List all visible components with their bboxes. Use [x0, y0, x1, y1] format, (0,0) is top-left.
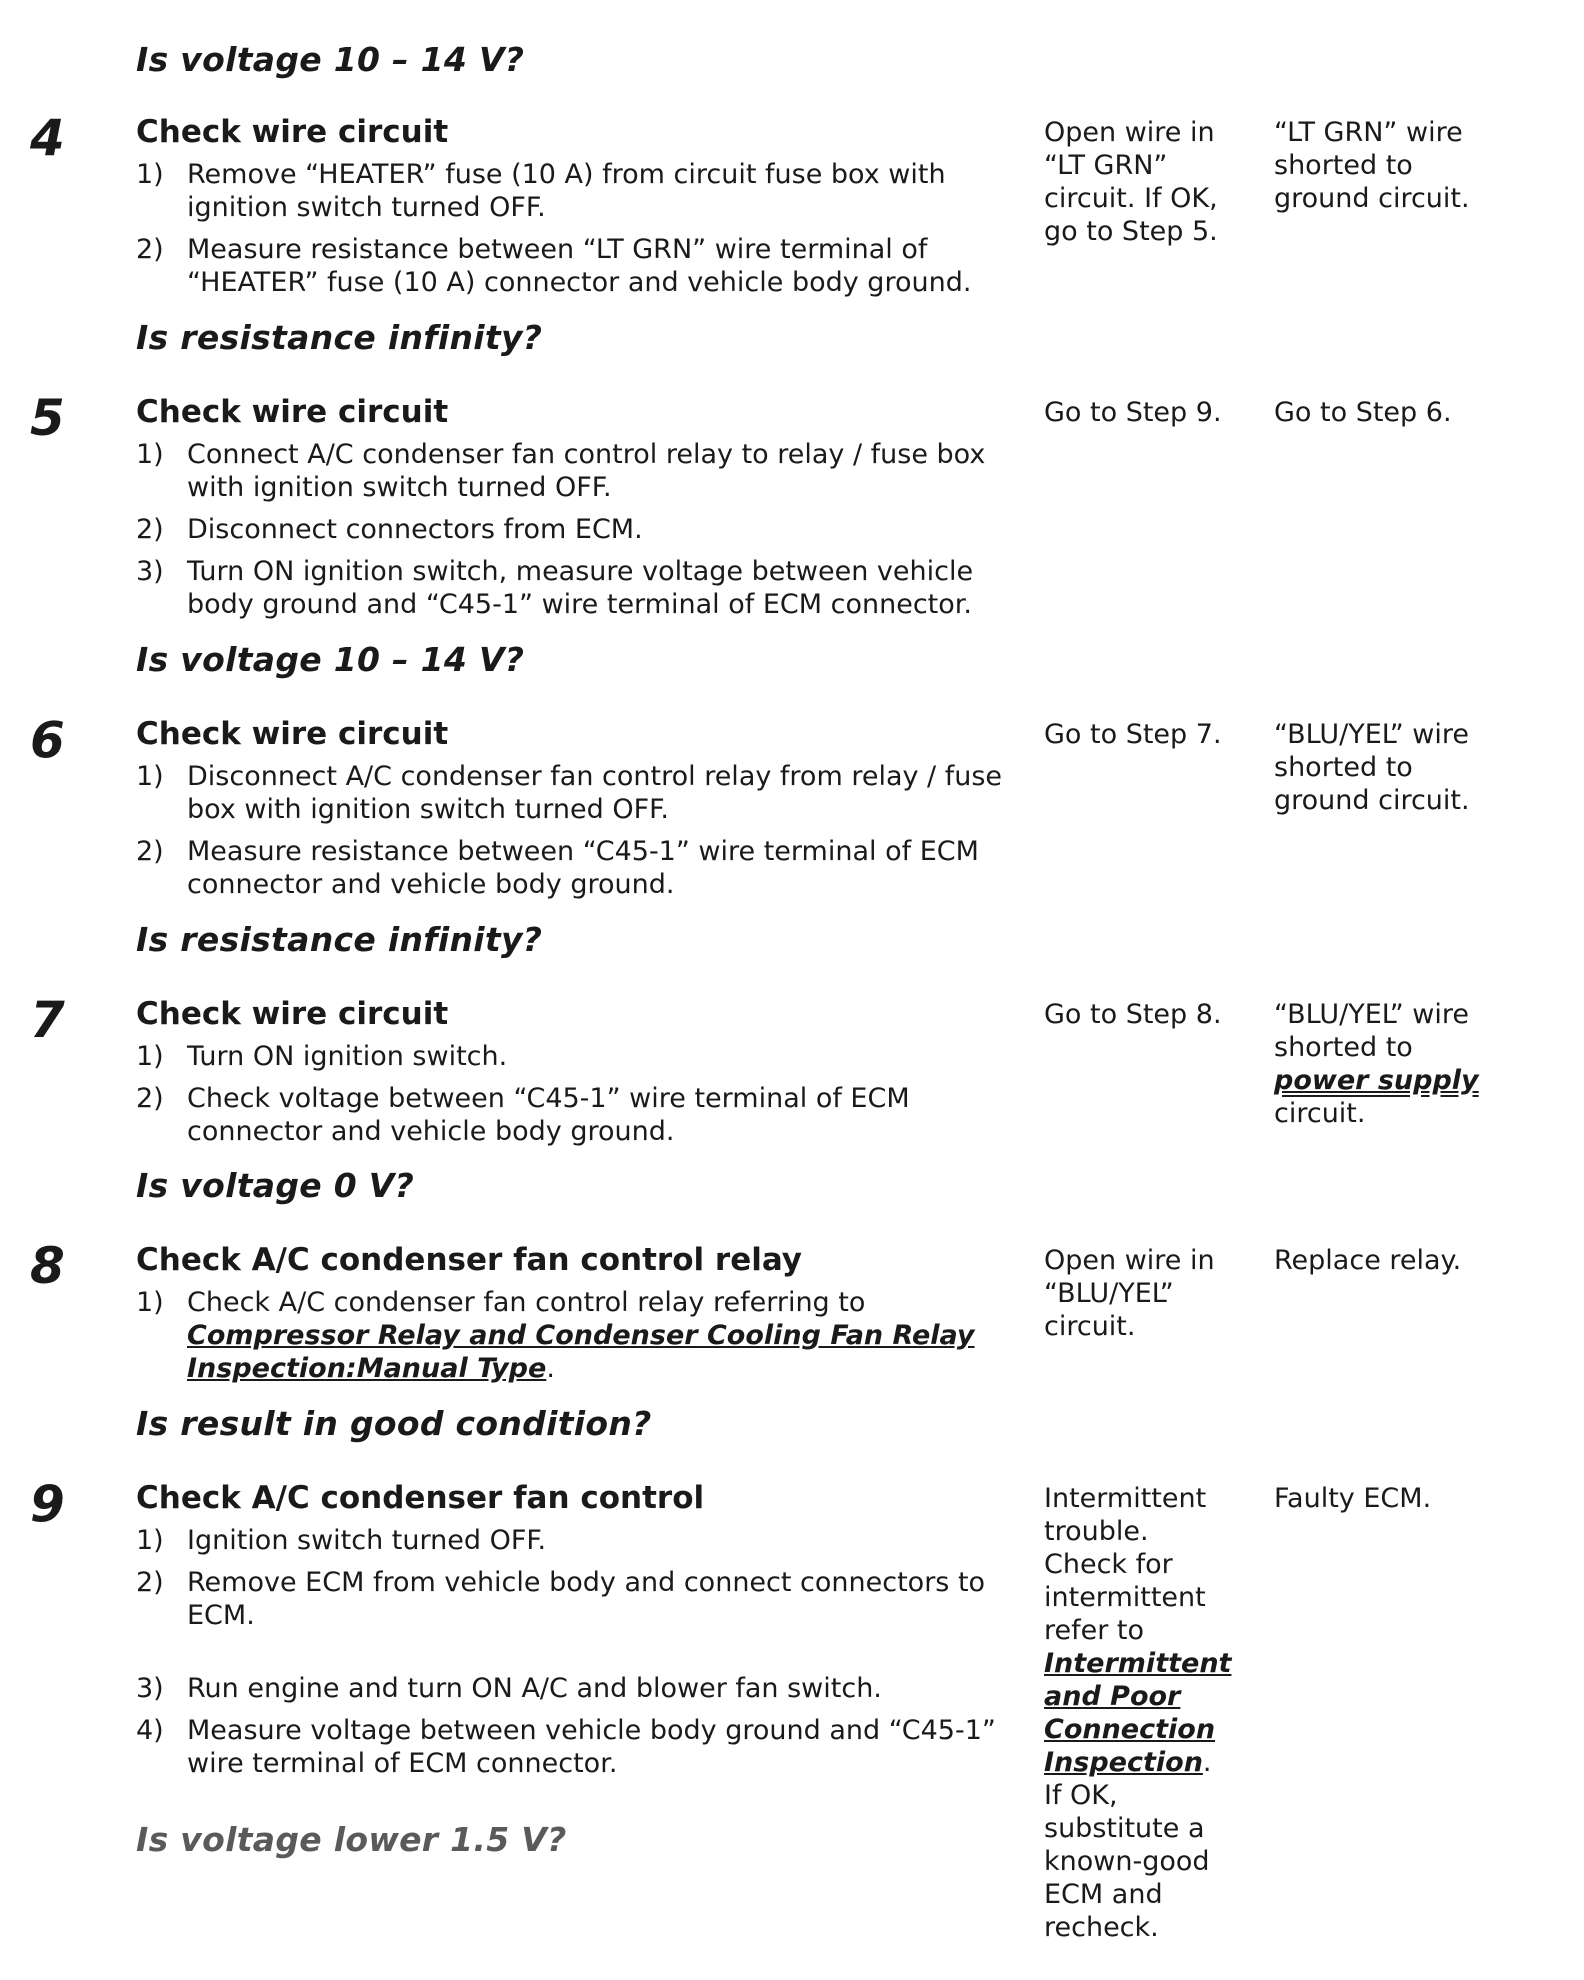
step-9-question: Is voltage lower 1.5 V?: [136, 1820, 567, 1859]
item-text: Turn ON ignition switch.: [187, 1041, 508, 1072]
item-text: Measure resistance between “LT GRN” wire terminal of “HEATER” fuse (10 A) connector and vehicle body ground.: [187, 234, 972, 298]
instruction-item: [136, 158, 1016, 224]
item-number: 1): [136, 159, 164, 190]
step-number: 8: [30, 1237, 65, 1295]
item-number: 3): [136, 556, 164, 587]
step-5-question: Is voltage 10 – 14 V?: [136, 640, 525, 679]
step-number: 7: [30, 991, 65, 1049]
power-supply-link[interactable]: power supply: [1274, 1065, 1479, 1096]
item-number: 2): [136, 1567, 164, 1598]
step-title: Check wire circuit: [136, 996, 449, 1032]
item-text: Measure voltage between vehicle body ground and “C45-1” wire terminal of ECM connector.: [187, 1715, 996, 1779]
yes-result: Go to Step 8.: [1044, 999, 1222, 1030]
item-text: Remove “HEATER” fuse (10 A) from circuit fuse box with ignition switch turned OFF.: [187, 159, 946, 223]
no-result: “BLU/YEL” wire shorted to ground circuit.: [1274, 719, 1470, 816]
instruction-item: [136, 513, 1016, 546]
step-6-question: Is resistance infinity?: [136, 920, 543, 959]
instruction-item: [136, 1524, 1016, 1557]
no-result: Faulty ECM.: [1274, 1483, 1432, 1514]
intermittent-connection-link[interactable]: Intermittent and Poor Connection Inspection: [1044, 1648, 1232, 1778]
no-result: Go to Step 6.: [1274, 397, 1452, 428]
item-text-end: .: [546, 1353, 555, 1384]
step-number: 4: [30, 109, 65, 167]
step-3-question: Is voltage 10 – 14 V?: [136, 40, 525, 79]
item-text: Connect A/C condenser fan control relay to relay / fuse box with ignition switch turned OFF.: [187, 439, 986, 503]
no-result-text-end: circuit.: [1274, 1098, 1366, 1129]
step-number: 5: [30, 389, 65, 447]
item-text: Disconnect connectors from ECM.: [187, 514, 643, 545]
instruction-list: [136, 1524, 1016, 1789]
step-title: Check A/C condenser fan control: [136, 1480, 705, 1516]
instruction-item: [136, 233, 1016, 299]
item-number: 4): [136, 1715, 164, 1746]
yes-result: Open wire in “LT GRN” circuit. If OK, go to Step 5.: [1044, 117, 1218, 247]
item-text: Ignition switch turned OFF.: [187, 1525, 547, 1556]
instruction-item: [136, 438, 1016, 504]
step-title: Check A/C condenser fan control relay: [136, 1242, 803, 1278]
item-number: 1): [136, 1525, 164, 1556]
instruction-list: [136, 158, 1016, 308]
instruction-list: [136, 1040, 1016, 1157]
no-result-text: “BLU/YEL” wire shorted to: [1274, 999, 1470, 1063]
instruction-list: [136, 1286, 1016, 1394]
item-text: Measure resistance between “C45-1” wire terminal of ECM connector and vehicle body ground.: [187, 836, 979, 900]
instruction-list: [136, 438, 1016, 630]
yes-result: Go to Step 9.: [1044, 397, 1222, 428]
instruction-item: [136, 1566, 1016, 1632]
yes-result: Open wire in “BLU/YEL” circuit.: [1044, 1245, 1215, 1342]
item-text: Remove ECM from vehicle body and connect connectors to ECM.: [187, 1567, 986, 1631]
item-number: 2): [136, 514, 164, 545]
step-7-question: Is voltage 0 V?: [136, 1166, 415, 1205]
instruction-item: [136, 760, 1016, 826]
instruction-item: [136, 1082, 1016, 1148]
item-text: Check A/C condenser fan control relay referring to: [187, 1287, 866, 1318]
instruction-item: [136, 1286, 1016, 1385]
instruction-item: [136, 555, 1016, 621]
instruction-item: [136, 835, 1016, 901]
step-title: Check wire circuit: [136, 114, 449, 150]
no-result: “LT GRN” wire shorted to ground circuit.: [1274, 117, 1470, 214]
yes-result: Go to Step 7.: [1044, 719, 1222, 750]
relay-inspection-link[interactable]: Compressor Relay and Condenser Cooling Fan Relay Inspection:Manual Type: [187, 1320, 975, 1384]
item-text: Check voltage between “C45-1” wire terminal of ECM connector and vehicle body ground.: [187, 1083, 910, 1147]
step-title: Check wire circuit: [136, 716, 449, 752]
instruction-item: [136, 1672, 1016, 1705]
instruction-item: [136, 1040, 1016, 1073]
item-number: 3): [136, 1673, 164, 1704]
yes-result-text: Intermittent trouble. Check for intermittent refer to: [1044, 1483, 1207, 1646]
step-number: 9: [30, 1475, 65, 1533]
no-result: Replace relay.: [1274, 1245, 1462, 1276]
step-number: 6: [30, 711, 65, 769]
step-title: Check wire circuit: [136, 394, 449, 430]
item-number: 2): [136, 836, 164, 867]
item-number: 1): [136, 1287, 164, 1318]
yes-result: [1044, 1482, 1234, 1944]
instruction-list: [136, 760, 1016, 910]
yes-result-text-end: . If OK, substitute a known-good ECM and recheck.: [1044, 1747, 1212, 1943]
instruction-item: [136, 1714, 1016, 1780]
item-number: 1): [136, 439, 164, 470]
item-number: 2): [136, 1083, 164, 1114]
step-4-question: Is resistance infinity?: [136, 318, 543, 357]
item-text: Disconnect A/C condenser fan control relay from relay / fuse box with ignition switch turned OFF.: [187, 761, 1003, 825]
item-number: 1): [136, 1041, 164, 1072]
step-8-question: Is result in good condition?: [136, 1404, 652, 1443]
item-number: 1): [136, 761, 164, 792]
no-result: [1274, 998, 1484, 1130]
item-text: Run engine and turn ON A/C and blower fan switch.: [187, 1673, 882, 1704]
item-number: 2): [136, 234, 164, 265]
item-text: Turn ON ignition switch, measure voltage between vehicle body ground and “C45-1” wire terminal of ECM connector.: [187, 556, 974, 620]
